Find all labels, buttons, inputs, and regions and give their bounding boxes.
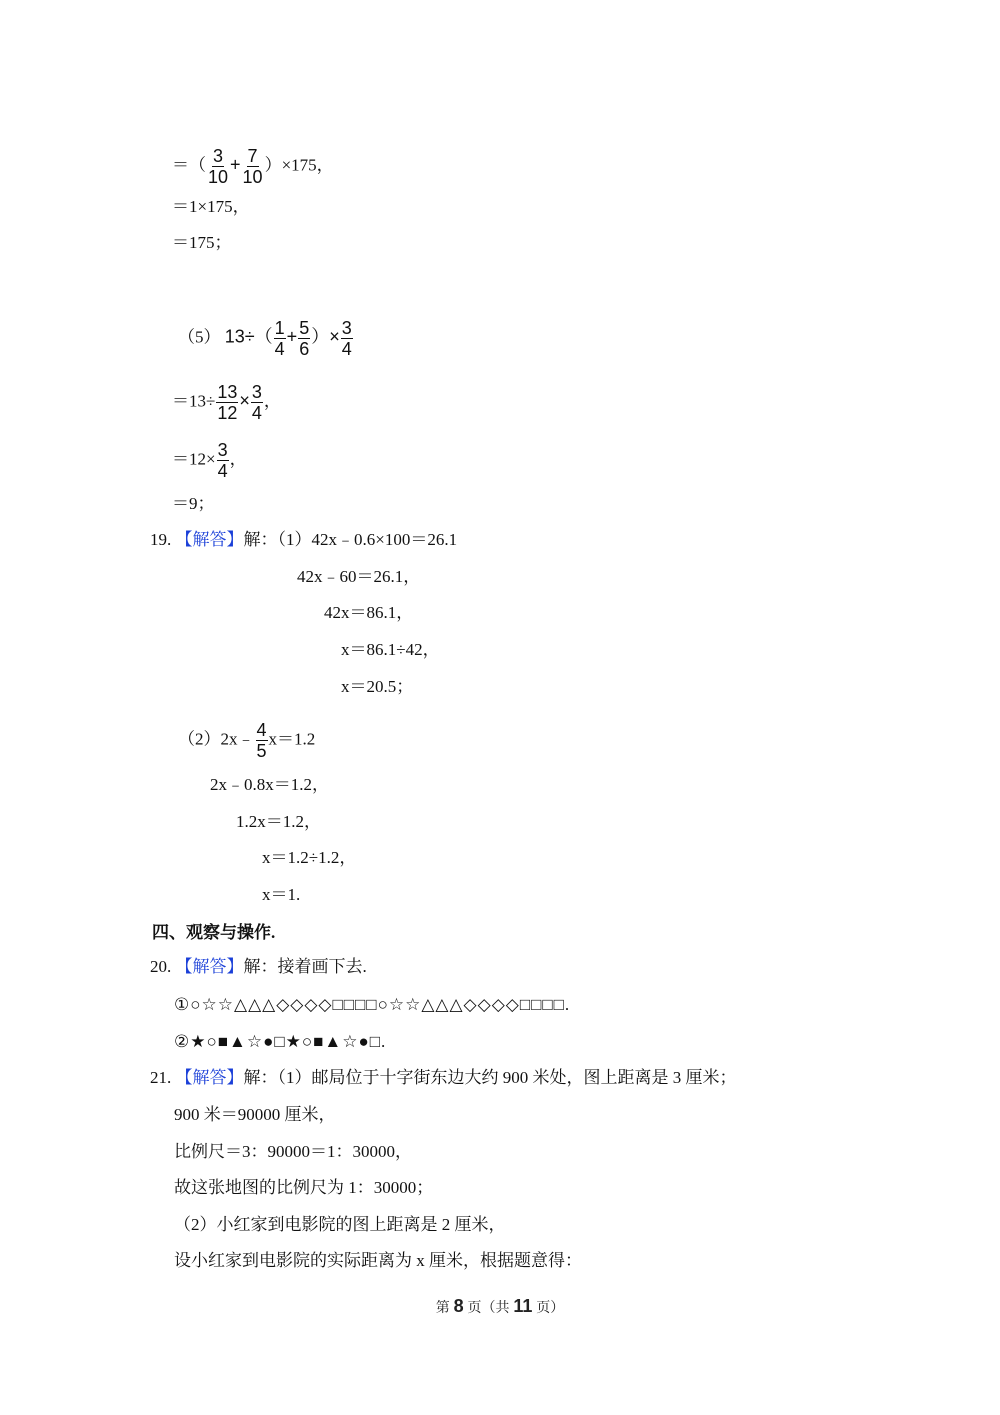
question-number: 20. <box>150 957 172 976</box>
fraction: $\frac{3}{10}$ <box>208 146 229 187</box>
q18-4-step3: ＝175； <box>172 233 232 252</box>
q18-4-step1 <box>172 146 334 187</box>
text: 解：（1）邮局位于十字街东边大约 900 米处，图上距离是 3 厘米； <box>243 1068 737 1087</box>
q18-5-expr <box>178 318 354 359</box>
q20-sequence-1: ①○☆☆△△△◇◇◇◇□□□□○☆☆△△△◇◇◇◇□□□□. <box>174 995 571 1014</box>
q19-2-step: 2x﹣0.8x＝1.2， <box>210 775 329 794</box>
q18-5-step1 <box>172 382 281 423</box>
text: 解： <box>243 530 278 549</box>
q19-2-step: x＝1.2÷1.2， <box>262 848 357 867</box>
text: ＝（ <box>172 155 206 175</box>
q20-header <box>150 957 367 977</box>
section-title: 四、观察与操作. <box>152 923 276 942</box>
q18-4-step2: ＝1×175， <box>172 197 250 216</box>
fraction: $\frac{1}{4}$ <box>274 318 285 359</box>
q19-1-step: x＝86.1÷42， <box>341 640 440 659</box>
text: ＝13÷ <box>172 391 216 411</box>
text: × <box>239 390 250 411</box>
fraction: $\frac{13}{12}$ <box>217 382 238 423</box>
plus-sign: + <box>230 154 241 175</box>
part-label: （5） <box>178 327 221 347</box>
text: 解：接着画下去. <box>243 957 367 976</box>
q19-header <box>150 530 457 550</box>
q21-line: 900 米＝90000 厘米， <box>174 1105 336 1124</box>
equation: 42x﹣0.6×100＝26.1 <box>311 530 458 549</box>
q21-line: 比例尺＝3：90000＝1：30000， <box>174 1142 412 1161</box>
page-footer <box>0 1296 1000 1317</box>
text: 13÷（ <box>224 326 273 347</box>
page-number: 8 <box>453 1296 464 1316</box>
plus-sign: + <box>286 326 298 347</box>
text: 页（共 <box>467 1299 510 1315</box>
answer-tag: 【解答】 <box>175 1068 244 1087</box>
part-label: （1） <box>277 530 312 549</box>
answer-tag: 【解答】 <box>175 957 244 976</box>
text: x＝1.2 <box>268 729 316 749</box>
text: 第 <box>435 1299 450 1315</box>
fraction: $\frac{7}{10}$ <box>242 146 263 187</box>
fraction: $\frac{3}{4}$ <box>251 382 262 423</box>
text: 2x﹣ <box>220 729 255 749</box>
text: ＝12× <box>172 449 216 469</box>
q21-line: 故这张地图的比例尺为 1：30000； <box>174 1178 434 1197</box>
q20-sequence-2: ②★○■▲☆●□★○■▲☆●□. <box>174 1032 387 1051</box>
q18-5-step3: ＝9； <box>172 494 215 513</box>
text: ， <box>229 449 247 469</box>
text: 页） <box>536 1299 565 1315</box>
fraction: $\frac{5}{6}$ <box>299 318 310 359</box>
total-pages: 11 <box>513 1296 533 1316</box>
question-number: 21. <box>150 1068 172 1087</box>
q19-1-step: 42x﹣60＝26.1， <box>297 567 421 586</box>
fraction: $\frac{4}{5}$ <box>256 720 267 761</box>
q21-line: 设小红家到电影院的实际距离为 x 厘米，根据题意得： <box>174 1251 582 1270</box>
answer-tag: 【解答】 <box>175 530 244 549</box>
q18-5-step2 <box>172 440 247 481</box>
q19-2-step: 1.2x＝1.2， <box>236 812 321 831</box>
q19-2-step: x＝1. <box>262 885 301 904</box>
fraction: $\frac{3}{4}$ <box>217 440 228 481</box>
question-number: 19. <box>150 530 172 549</box>
fraction: $\frac{3}{4}$ <box>341 318 352 359</box>
text: ）×175， <box>264 155 334 175</box>
q19-1-step: x＝20.5； <box>341 677 414 696</box>
part-label: （2） <box>178 729 221 749</box>
q19-2-eq <box>178 720 315 761</box>
q21-line: （2）小红家到电影院的图上距离是 2 厘米， <box>174 1215 506 1234</box>
q21-header <box>150 1068 737 1088</box>
text: ， <box>263 391 281 411</box>
text: ）× <box>311 326 340 347</box>
q19-1-step: 42x＝86.1， <box>324 603 414 622</box>
